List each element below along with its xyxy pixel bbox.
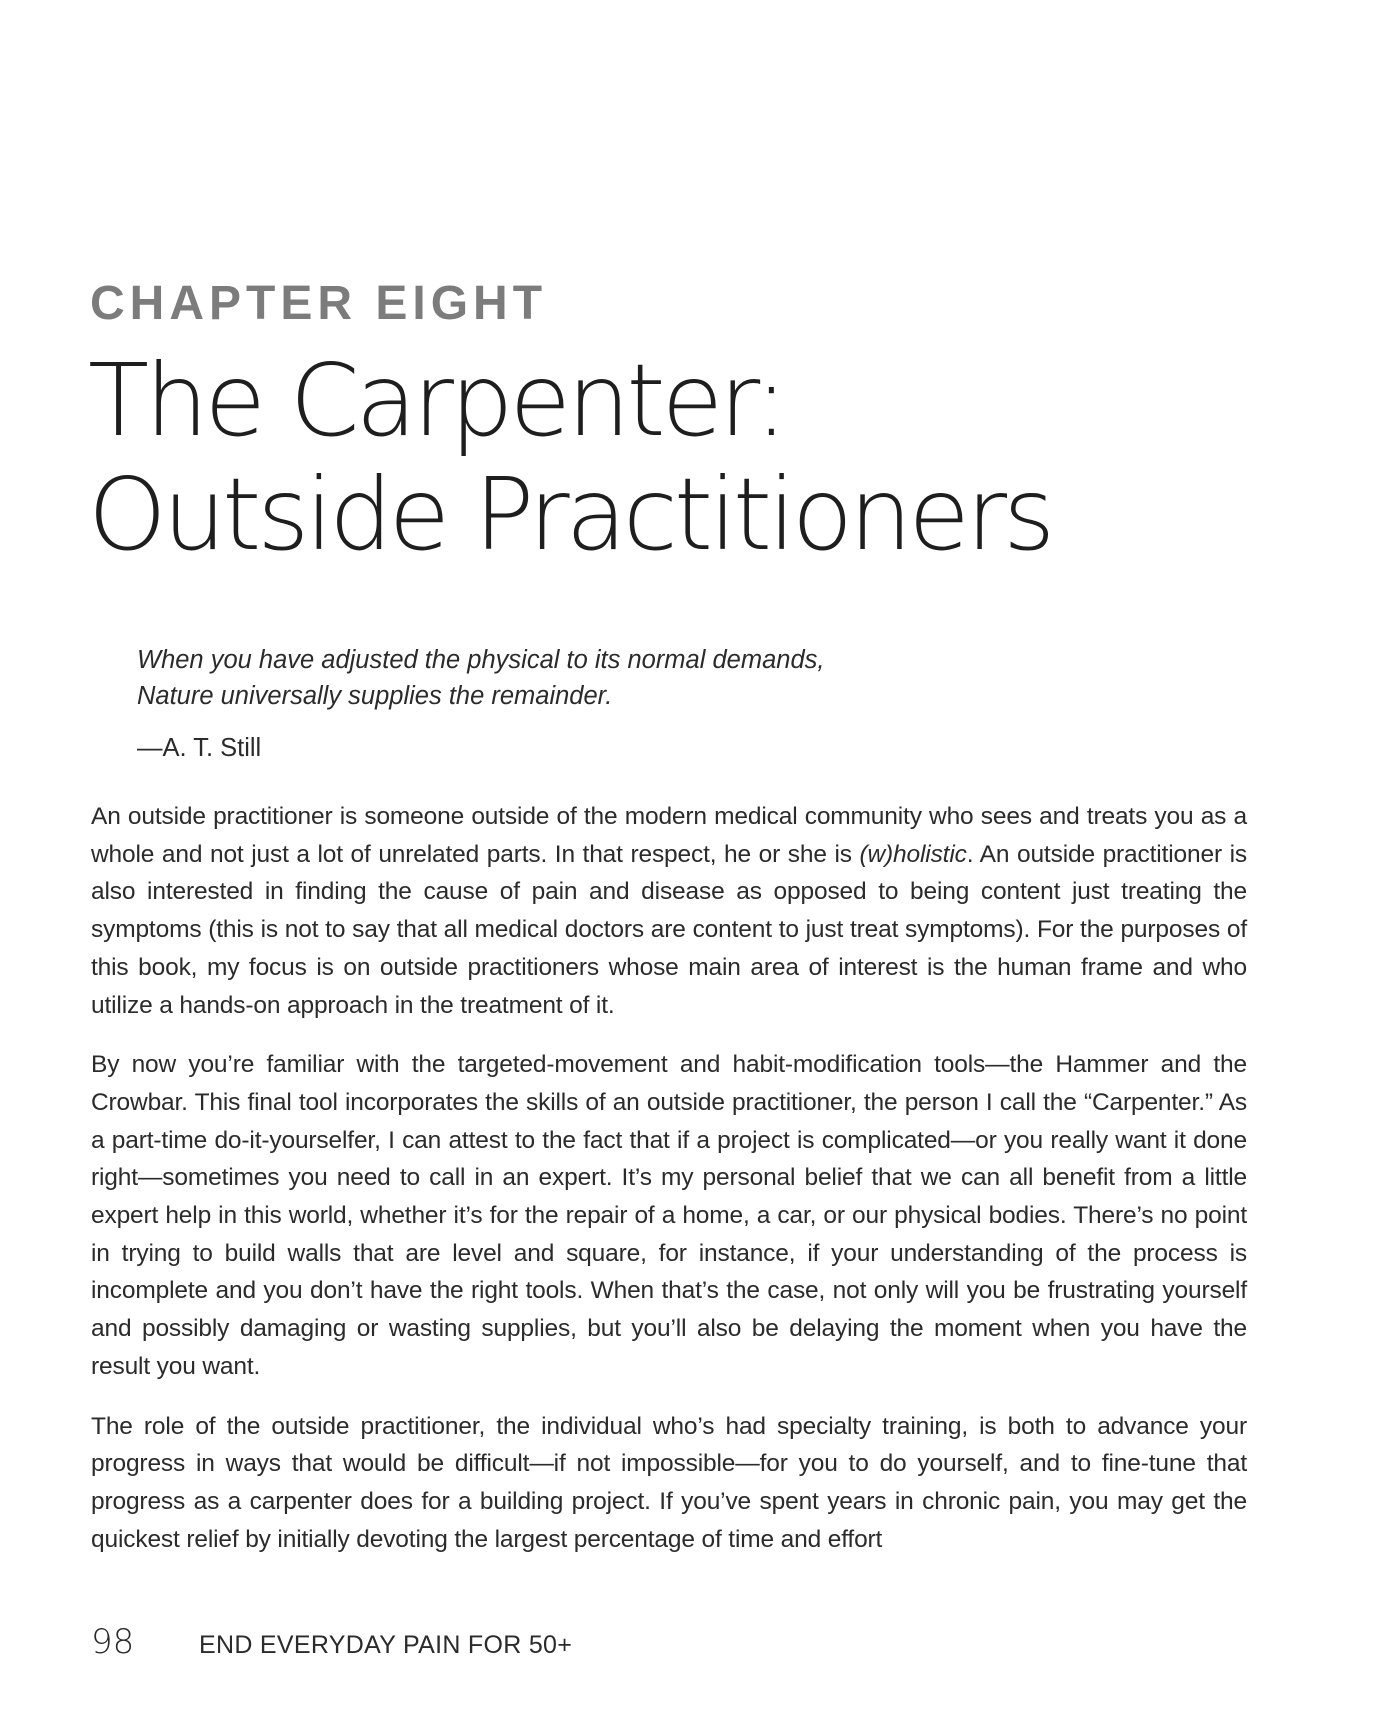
epigraph-attribution: —A. T. Still — [137, 734, 262, 762]
chapter-label: CHAPTER EIGHT — [90, 277, 548, 330]
paragraph-1 — [91, 798, 1247, 1024]
paragraph-2: By now you’re familiar with the targeted-movement and habit-modification tools—the Hammer and the Crowbar. This final tool incorporates the skills of an outside practitioner, the person I call the “Carpenter.” As a part-time do-it-yourselfer, I can attest to the fact that if a project is complicated—or you really want it done right—sometimes you need to call in an expert. It’s my personal belief that we can all benefit from a little expert help in this world, whether it’s for the repair of a home, a car, or our physical bodies. There’s no point in trying to build walls that are level and square, for instance, if your understanding of the process is incomplete and you don’t have the right tools. When that’s the case, not only will you be frustrating yourself and possibly damaging or wasting supplies, but you’ll also be delaying the moment when you have the result you want. — [91, 1051, 1247, 1380]
paragraph-1-text-b: . An outside practitioner is also interested in finding the cause of pain and disease as opposed to being content just treating the symptoms (this is not to say that all medical doctors are content to just treat symptoms). For the purposes of this book, my focus is on outside practitioners whose main area of interest is the human frame and who utilize a hands-on approach in the treatment of it. — [91, 840, 1247, 1019]
running-title: END EVERYDAY PAIN FOR 50+ — [199, 1631, 573, 1659]
chapter-title — [88, 344, 1288, 572]
epigraph — [137, 642, 1137, 766]
epigraph-quote-line-1: When you have adjusted the physical to its normal demands, — [137, 646, 825, 674]
paragraph-1-emphasis: (w)holistic — [859, 840, 967, 868]
page-footer — [91, 1622, 572, 1662]
page-number: 98 — [91, 1622, 135, 1662]
body-text — [91, 798, 1247, 1580]
epigraph-quote — [137, 642, 1137, 714]
chapter-title-line-1: The Carpenter: — [88, 342, 785, 459]
paragraph-3: The role of the outside practitioner, the individual who’s had specialty training, is both to advance your progress in ways that would be difficult—if not impossible—for you to do yourself, and to fine-tune that progress as a carpenter does for a building project. If you’ve spent years in chronic pain, you may get the quickest relief by initially devoting the largest percentage of time and effort — [91, 1412, 1247, 1553]
paragraph-1-text-a: An outside practitioner is someone outside of the modern medical community who sees and treats you as a whole and not just a lot of unrelated parts. In that respect, he or she is — [91, 803, 1247, 868]
epigraph-quote-line-2: Nature universally supplies the remainder. — [137, 682, 613, 710]
chapter-title-line-2: Outside Practitioners — [88, 456, 1052, 573]
